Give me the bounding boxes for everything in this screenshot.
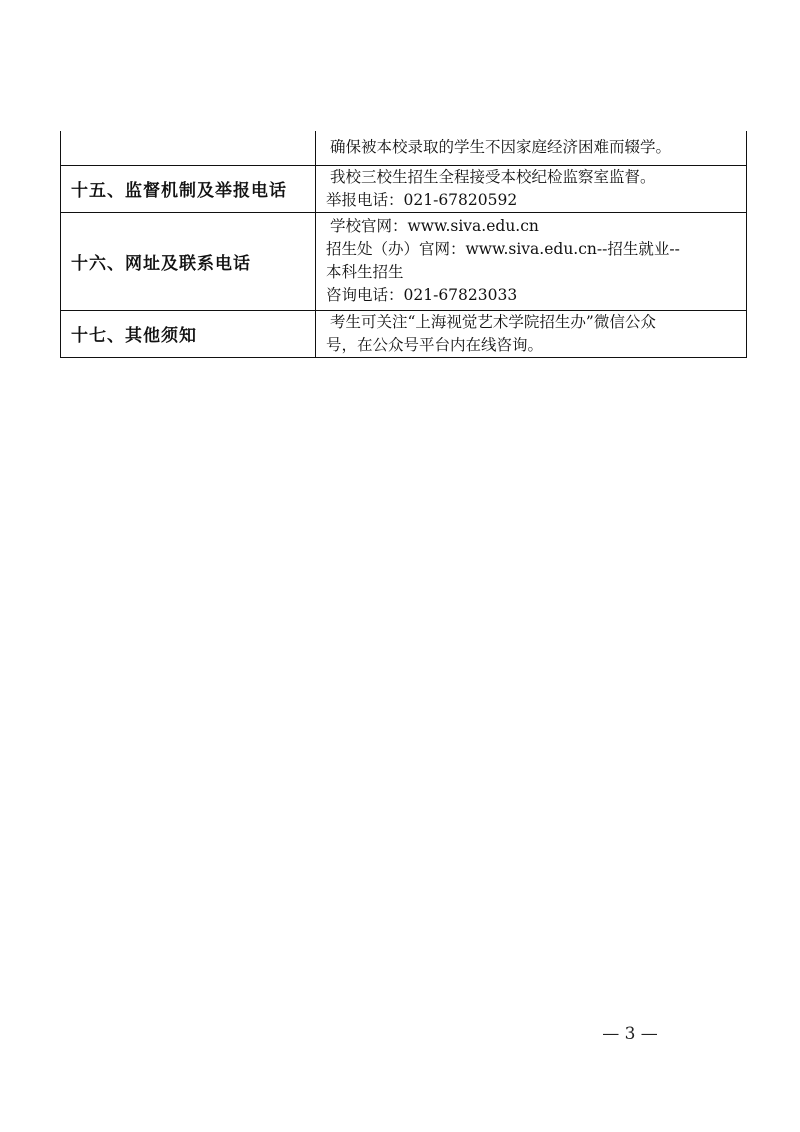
content-line: 咨询电话：021-67823033 [326,286,518,304]
content-line: 考生可关注“上海视觉艺术学院招生办”微信公众 [330,312,656,331]
info-table [60,131,747,358]
content-line: 号，在公众号平台内在线咨询。 [326,335,544,354]
row-content [316,310,747,357]
row-heading [61,131,316,165]
row-heading: 十五、监督机制及举报电话 [61,165,316,212]
page-number: — 3 — [602,1024,658,1044]
table-row [61,310,747,357]
content-line: 举报电话：021-67820592 [326,190,518,209]
table-row [61,212,747,310]
row-content [316,131,747,165]
content-line: 学校官网：www.siva.edu.cn [330,217,539,235]
table-row [61,131,747,165]
content-line: 确保被本校录取的学生不因家庭经济困难而辍学。 [330,138,672,157]
row-content [316,212,747,310]
content-line: 招生处（办）官网：www.siva.edu.cn--招生就业-- [326,240,680,258]
content-line: 本科生招生 [326,263,404,281]
table-row [61,165,747,212]
row-content [316,165,747,212]
row-heading: 十七、其他须知 [61,310,316,357]
content-line: 我校三校生招生全程接受本校纪检监察室监督。 [330,167,656,186]
row-heading: 十六、网址及联系电话 [61,212,316,310]
